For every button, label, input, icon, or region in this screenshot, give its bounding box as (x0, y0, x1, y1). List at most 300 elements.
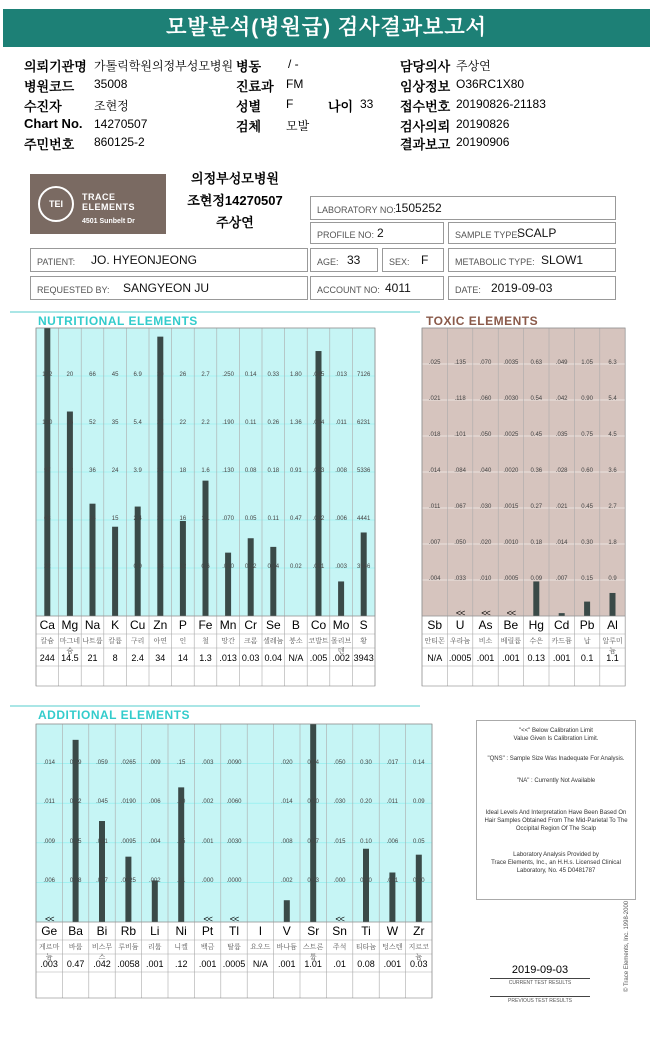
tick-label: 22 (43, 564, 51, 570)
sample-label: SAMPLE TYPE: (455, 230, 520, 240)
tick-label: .030 (333, 799, 346, 806)
element-korean-name: 리튬 (148, 944, 162, 951)
date-value: 2019-09-03 (491, 281, 553, 295)
bar-se (270, 547, 276, 616)
tick-label: .017 (386, 759, 399, 766)
tick-label: .004 (148, 838, 161, 845)
tick-label: .010 (479, 576, 492, 582)
bar-k (112, 527, 118, 616)
tick-label: 0.05 (412, 838, 425, 845)
tick-label: 45 (111, 372, 119, 378)
element-p: P (178, 618, 187, 632)
element-value: 8 (112, 653, 118, 663)
element-value: .001 (198, 959, 217, 969)
tick-label: .033 (454, 576, 466, 582)
tick-label: 0.45 (530, 432, 543, 438)
legend-line: "QNS" : Sample Size Was Inadequate For Analysis. (487, 756, 625, 762)
specimen-value: 모발 (286, 119, 310, 133)
tick-label: .012 (312, 516, 325, 522)
tick-label: .007 (555, 576, 568, 582)
age-box (310, 248, 378, 272)
tick-label: .0265 (120, 759, 136, 766)
legend-line: Hair Samples Obtained From The Mid-Parietal To The (484, 818, 628, 824)
element-value: .013 (219, 653, 237, 663)
tick-label: 66 (89, 372, 96, 378)
clinical-value: O36RC1X80 (456, 77, 525, 91)
bar-pb (584, 602, 590, 616)
tick-label: 5336 (357, 468, 371, 474)
tick-label: 0.54 (530, 396, 543, 402)
legend-line: Laboratory, No. 45 D0481787 (516, 868, 596, 874)
request-label: 검사의뢰 (400, 119, 451, 134)
tick-label: .003 (335, 564, 347, 570)
element-i: I (258, 924, 263, 938)
lab-no-value: 1505252 (395, 201, 442, 215)
tick-label: 0.11 (245, 420, 257, 426)
tick-label: 18 (179, 468, 187, 474)
element-value: 14.5 (61, 653, 79, 663)
element-value: 0.1 (580, 653, 594, 663)
scanned-report (0, 160, 653, 1040)
tick-label: .009 (148, 759, 161, 766)
element-value: N/A (288, 653, 304, 663)
tick-label: 0.11 (267, 516, 279, 522)
element-korean-name: 탈륨 (227, 944, 241, 951)
element-value: 0.13 (527, 653, 546, 663)
tick-label: .050 (333, 759, 346, 766)
element-se: Se (265, 618, 281, 632)
element-pb: Pb (579, 618, 595, 632)
tick-label: .001 (201, 838, 214, 845)
tick-label: .020 (280, 759, 293, 766)
chart-value: 14270507 (94, 117, 148, 131)
bar-hg (533, 581, 539, 616)
tick-label: .017 (96, 878, 108, 885)
tick-label: 12 (89, 564, 96, 570)
tick-label: 0.00 (360, 878, 372, 885)
tick-label: .0015 (503, 504, 519, 510)
tick-label: 3.6 (608, 468, 617, 474)
receiver-label: 수진자 (24, 99, 62, 114)
tick-label: 0.14 (412, 759, 425, 766)
account-box (310, 276, 444, 300)
tick-label: .135 (454, 360, 466, 366)
patient-info (0, 54, 653, 154)
element-sb: Sb (427, 618, 443, 632)
element-value: .01 (333, 959, 346, 969)
tick-label: .015 (333, 838, 346, 845)
element-zr: Zr (413, 924, 425, 938)
account-label: ACCOUNT NO: (317, 285, 380, 295)
patient-value: JO. HYEONJEONG (91, 253, 198, 267)
element-value: .001 (476, 653, 495, 663)
tick-label: 35 (111, 420, 119, 426)
element-korean-name: 베릴륨 (500, 638, 522, 645)
tick-label: .049 (555, 360, 568, 366)
request-value: 20190826 (456, 117, 510, 131)
element-value: .001 (146, 959, 164, 969)
element-fe: Fe (198, 618, 213, 632)
tick-label: .014 (280, 799, 293, 806)
element-value: .002 (332, 653, 350, 663)
tick-label: .011 (386, 799, 398, 806)
tick-label: 5.4 (133, 420, 142, 426)
tick-label: .0190 (120, 799, 136, 806)
tick-label: 22 (179, 420, 187, 426)
tick-label: .013 (335, 372, 347, 378)
tick-label: .0010 (503, 540, 519, 546)
tick-label: .011 (43, 799, 55, 806)
tick-label: 4.5 (608, 432, 617, 438)
tick-label: 52 (89, 420, 96, 426)
bar-mg (67, 412, 73, 616)
tick-label: 0.09 (412, 799, 425, 806)
bar-mn (225, 553, 231, 616)
tick-label: 24 (156, 468, 164, 474)
tick-label: 130 (42, 420, 53, 426)
stamp-hospital: 의정부성모병원 (191, 171, 279, 186)
institution-label: 의뢰기관명 (24, 59, 87, 74)
tick-label: 24 (89, 516, 96, 522)
bar-zn (157, 337, 163, 616)
profile-value: 2 (377, 226, 384, 240)
bar-rb (125, 857, 131, 922)
element-li: Li (150, 924, 160, 938)
element-value: 1.1 (606, 653, 619, 663)
element-k: K (111, 618, 120, 632)
tick-label: .250 (222, 372, 234, 378)
element-value: .001 (383, 959, 402, 969)
tick-label: .067 (454, 504, 466, 510)
element-korean-name: 루비듐 (118, 944, 139, 951)
tick-label: .031 (96, 838, 108, 845)
tick-label: 0.75 (581, 432, 593, 438)
tick-label: .10 (177, 799, 186, 806)
below-limit-flag: << (229, 914, 239, 924)
legend-box (476, 720, 636, 900)
tick-label: .020 (479, 540, 492, 546)
profile-box (310, 222, 444, 244)
sex-value: F (286, 97, 294, 111)
element-korean-name: 칼슘 (40, 638, 55, 645)
element-v: V (282, 924, 291, 938)
element-value: .0005 (222, 959, 246, 969)
department-value: FM (286, 77, 304, 91)
element-u: U (455, 618, 465, 632)
element-tl: Tl (228, 924, 239, 938)
account-value: 4011 (385, 281, 411, 295)
tick-label: .021 (428, 396, 441, 402)
tick-label: 1.1 (201, 516, 210, 522)
sex-value: F (421, 253, 429, 267)
element-ni: Ni (175, 924, 187, 938)
element-value: .042 (93, 959, 111, 969)
tick-label: .042 (555, 396, 568, 402)
tick-label: .0095 (120, 838, 136, 845)
tick-label: 0.18 (267, 468, 280, 474)
stamp-doctor: 주상연 (216, 215, 254, 230)
element-value: .001 (278, 959, 296, 969)
tick-label: 2.7 (201, 372, 210, 378)
tick-label: .002 (280, 878, 293, 885)
tick-label: .011 (335, 420, 347, 426)
below-limit-flag: << (203, 914, 212, 924)
tick-label: .0060 (226, 799, 242, 806)
element-s: S (359, 618, 368, 632)
tick-label: .003 (201, 759, 214, 766)
tick-label: .000 (201, 878, 214, 885)
tick-label: .060 (479, 396, 492, 402)
final-date: 2019-09-03 (511, 964, 569, 976)
tick-label: 3546 (357, 564, 371, 570)
element-ba: Ba (68, 924, 83, 938)
sample-value: SCALP (517, 226, 557, 240)
tick-label: 0.08 (69, 878, 82, 885)
bar-sr (310, 724, 316, 922)
tick-label: 1.80 (290, 372, 302, 378)
lab-no-box (310, 196, 616, 220)
bar-fe (203, 481, 209, 616)
tick-label: 0.63 (530, 360, 543, 366)
tick-label: .010 (222, 564, 234, 570)
element-value: 1.01 (304, 959, 322, 969)
tick-label: .130 (222, 468, 234, 474)
title-banner (0, 0, 653, 54)
tick-label: .002 (148, 878, 161, 885)
tick-label: 7126 (357, 372, 371, 378)
element-korean-name: 코발트 (308, 638, 329, 645)
tick-label: 0.03 (307, 878, 320, 885)
element-korean-name: 비소 (478, 638, 493, 645)
tick-label: .045 (312, 372, 325, 378)
tick-label: 4441 (357, 516, 371, 522)
tick-label: 15 (111, 516, 119, 522)
tick-label: 4 (68, 564, 72, 570)
element-korean-name: 지르코늄 (408, 944, 429, 961)
element-be: Be (503, 618, 519, 632)
tick-label: 63 (43, 516, 51, 522)
tick-label: .118 (454, 396, 466, 402)
element-value: 2.4 (131, 653, 144, 663)
element-sr: Sr (307, 924, 320, 938)
tick-label: .050 (479, 432, 492, 438)
tick-label: 0.15 (69, 838, 82, 845)
tick-label: 97 (43, 468, 51, 474)
requested-value: SANGYEON JU (123, 281, 210, 295)
tick-label: 2.2 (201, 420, 210, 426)
tick-label: 2 (113, 564, 117, 570)
element-korean-name: 인 (179, 638, 187, 645)
element-korean-name: 구리 (130, 638, 145, 645)
tick-label: .018 (428, 432, 441, 438)
element-value: 34 (155, 653, 166, 663)
below-limit-flag: << (44, 914, 54, 924)
tick-label: 0.45 (581, 504, 593, 510)
tick-label: 0.27 (307, 838, 320, 845)
element-hg: Hg (528, 618, 544, 632)
element-value: 0.04 (264, 653, 283, 663)
tick-label: .0025 (120, 878, 136, 885)
element-korean-name: 붕소 (289, 638, 303, 645)
element-korean-name: 바나듐 (276, 944, 297, 951)
element-korean-name: 바륨 (68, 944, 83, 951)
element-korean-name: 요오드 (250, 944, 271, 951)
tick-label: .045 (96, 799, 108, 806)
receiver-value: 조현정 (94, 99, 129, 113)
tick-label: 12 (179, 564, 187, 570)
element-mg: Mg (61, 618, 79, 632)
tick-label: 0.02 (244, 564, 257, 570)
tick-label: 0.30 (581, 540, 593, 546)
bar-li (152, 880, 158, 922)
element-zn: Zn (153, 618, 168, 632)
element-cr: Cr (244, 618, 258, 632)
tick-label: 5.4 (608, 396, 617, 402)
element-korean-name: 망간 (221, 638, 235, 645)
bar-ti (363, 849, 369, 922)
element-value: .0005 (448, 653, 472, 663)
bar-v (284, 900, 290, 922)
tick-label: 1.6 (201, 468, 210, 474)
bar-cu (135, 507, 141, 616)
tick-label: .014 (43, 759, 56, 766)
tick-label: .070 (222, 516, 234, 522)
legend-line: Ideal Levels And Interpretation Have Been Based On (485, 810, 627, 816)
tick-label: 1.05 (581, 360, 593, 366)
element-value: .12 (174, 959, 188, 969)
tick-label: .101 (454, 432, 466, 438)
hospital-stamp (170, 168, 300, 234)
bar-cr (248, 538, 254, 616)
tick-label: .0030 (226, 838, 242, 845)
legend-line: Trace Elements, Inc., an H.H.s. Licensed Clinical (491, 860, 621, 866)
tick-label: .0090 (226, 759, 242, 766)
requested-label: REQUESTED BY: (37, 285, 110, 295)
tick-label: .004 (428, 576, 441, 582)
tick-label: .021 (555, 504, 568, 510)
tick-label: .0035 (503, 360, 519, 366)
tick-label: .008 (335, 468, 347, 474)
doctor-value: 주상연 (456, 59, 491, 73)
tick-label: 0.15 (581, 576, 593, 582)
sex-box (382, 248, 444, 272)
bar-cd (559, 613, 565, 616)
element-value: 0.03 (241, 653, 260, 663)
element-cu: Cu (130, 618, 146, 632)
tick-label: .006 (43, 878, 56, 885)
department-label: 진료과 (236, 79, 274, 94)
tick-label: 30 (156, 372, 164, 378)
element-mo: Mo (332, 618, 350, 632)
tick-label: 0.6 (201, 564, 210, 570)
element-korean-name: 셀레늄 (263, 638, 284, 645)
below-limit-flag: << (481, 608, 490, 618)
tick-label: 26 (179, 372, 187, 378)
tick-label: 0.05 (244, 516, 257, 522)
element-korean-name: 안티몬 (424, 638, 445, 645)
age-value: 33 (360, 97, 374, 111)
tick-label: .006 (335, 516, 347, 522)
ward-value: / - (288, 57, 299, 71)
metabolic-label: METABOLIC TYPE: (455, 257, 535, 267)
receipt-value: 20190826-21183 (456, 97, 546, 111)
tick-label: 24 (111, 468, 119, 474)
element-as: As (478, 618, 493, 632)
lab-brand: TRACE ELEMENTS (82, 192, 136, 212)
element-korean-name: 납 (583, 638, 591, 645)
tick-label: .15 (177, 759, 186, 766)
element-value: 21 (87, 653, 98, 663)
tick-label: .190 (222, 420, 234, 426)
element-rb: Rb (120, 924, 137, 938)
tick-label: .0000 (226, 878, 242, 885)
bar-bi (99, 821, 105, 922)
hospital-code-label: 병원코드 (24, 79, 75, 94)
bar-s (361, 532, 367, 616)
report-title: 모발분석(병원급) 검사결과보고서 (3, 9, 650, 47)
tick-label: 2.4 (133, 516, 142, 522)
legend-line: Laboratory Analysis Provided by (513, 852, 599, 858)
sample-box (448, 222, 616, 244)
bar-mo (338, 581, 344, 616)
tick-label: 0.60 (581, 468, 593, 474)
tick-label: .000 (333, 878, 346, 885)
tick-label: .007 (428, 540, 441, 546)
element-value: N/A (252, 959, 268, 969)
element-korean-name: 티타늄 (355, 944, 377, 951)
legend-line: Value Given Is Calibration Limit. (513, 736, 599, 742)
tick-label: 0.9 (133, 564, 142, 570)
chart-area-2 (36, 724, 432, 922)
tick-label: 12 (66, 468, 74, 474)
tick-label: .011 (429, 504, 441, 510)
tick-label: .002 (201, 799, 214, 806)
element-sn: Sn (332, 924, 347, 938)
element-korean-name: 주석 (332, 944, 347, 951)
clinical-label: 임상정보 (400, 79, 451, 94)
element-korean-name: 철 (202, 638, 209, 645)
element-korean-name: 아연 (153, 638, 168, 645)
element-value: .001 (552, 653, 571, 663)
age-value: 33 (347, 253, 361, 267)
below-limit-flag: << (335, 914, 344, 924)
tick-label: .028 (555, 468, 568, 474)
tick-label: 1.8 (608, 540, 617, 546)
tick-label: 27 (156, 420, 164, 426)
ward-label: 병동 (236, 59, 262, 74)
element-value: .001 (502, 653, 520, 663)
legend-line: Occipital Region Of The Scalp (515, 826, 597, 832)
metabolic-value: SLOW1 (541, 253, 584, 267)
element-value: 3943 (353, 653, 374, 663)
date-box (448, 276, 616, 300)
specimen-label: 검체 (236, 119, 262, 134)
tick-label: 0.08 (244, 468, 257, 474)
tick-label: 1.36 (290, 420, 302, 426)
tick-label: .040 (479, 468, 492, 474)
tick-label: 172 (42, 372, 53, 378)
element-value: 0.03 (410, 959, 428, 969)
lab-header-logo (30, 174, 166, 234)
report-date-value: 20190906 (456, 135, 510, 149)
nutritional-title: NUTRITIONAL ELEMENTS (38, 314, 198, 328)
tick-label: .009 (43, 838, 56, 845)
element-pt: Pt (201, 924, 214, 938)
current-results-label: CURRENT TEST RESULTS (490, 978, 590, 986)
element-ge: Ge (41, 924, 58, 938)
element-korean-name: 게르마늄 (39, 944, 60, 961)
tick-label: .001 (386, 878, 399, 885)
